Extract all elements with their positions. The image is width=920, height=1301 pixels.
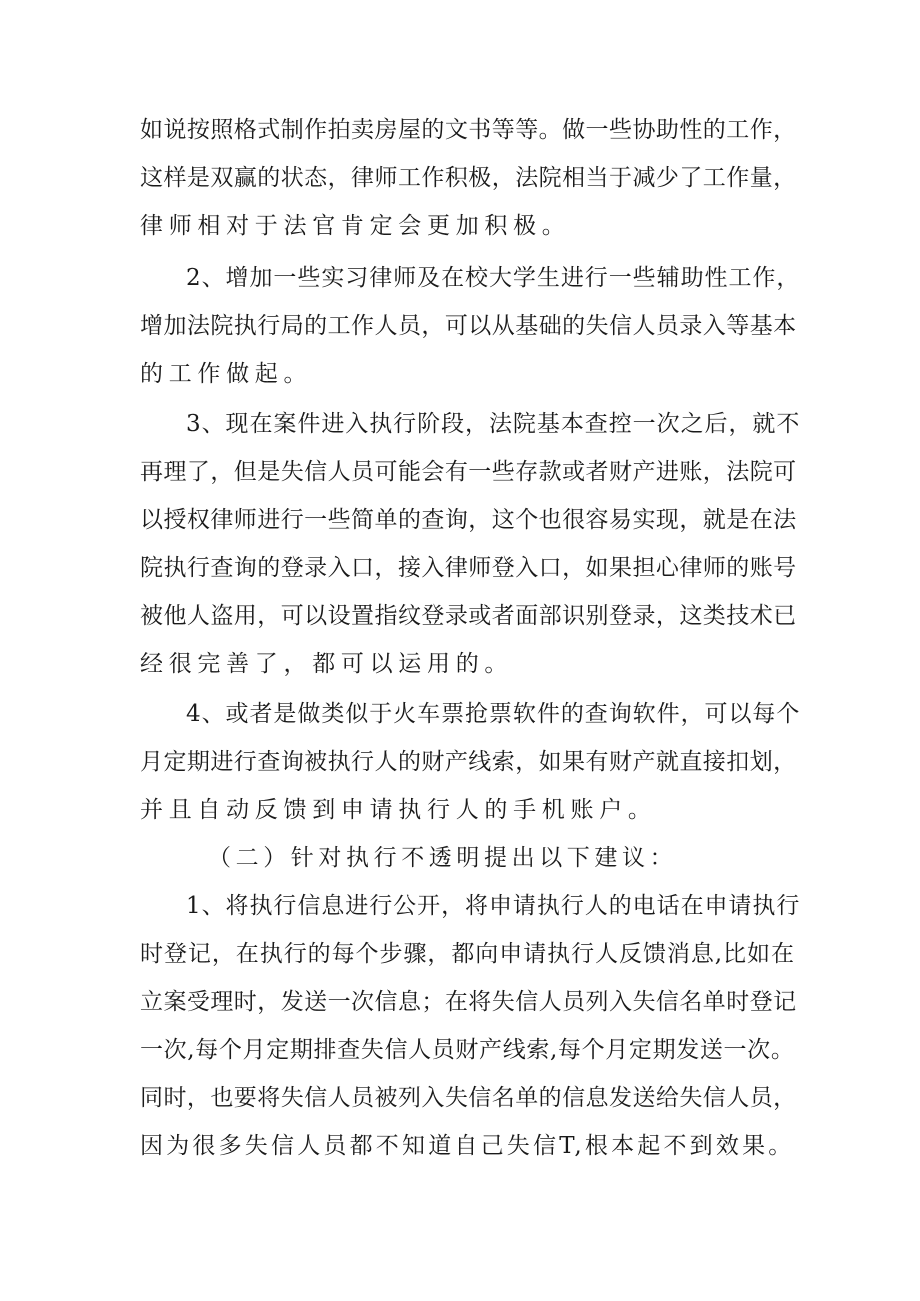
text-line: 月定期进行查询被执行人的财产线索，如果有财产就直接扣划， [140, 749, 797, 775]
text-line: 3、现在案件进入执行阶段，法院基本查控一次之后，就不 [186, 411, 801, 437]
text-line: 的工作做起。 [140, 361, 313, 387]
text-line: 如说按照格式制作拍卖房屋的文书等等。做一些协助性的工作， [140, 117, 797, 143]
text-line: 2、增加一些实习律师及在校大学生进行一些辅助性工作， [186, 265, 801, 291]
text-line: 时登记，在执行的每个步骤，都向申请执行人反馈消息,比如在 [140, 941, 795, 967]
text-line: 立案受理时，发送一次信息；在将失信人员列入失信名单时登记 [140, 989, 797, 1015]
text-line: 以授权律师进行一些简单的查询，这个也很容易实现，就是在法 [140, 507, 797, 533]
section-heading: （二）针对执行不透明提出以下建议： [208, 845, 678, 871]
text-line: 再理了，但是失信人员可能会有一些存款或者财产进账，法院可 [140, 459, 797, 485]
text-line: 4、或者是做类似于火车票抢票软件的查询软件，可以每个 [186, 701, 801, 727]
text-line: 并且自动反馈到申请执行人的手机账户。 [140, 797, 657, 823]
text-line: 1、将执行信息进行公开，将申请执行人的电话在申请执行 [186, 893, 801, 919]
text-line: 因为很多失信人员都不知道自己失信T,根本起不到效果。 [140, 1133, 795, 1159]
text-line: 律师相对于法官肯定会更加积极。 [140, 213, 571, 239]
text-line: 被他人盗用，可以设置指纹登录或者面部识别登录，这类技术已 [140, 603, 797, 629]
text-line: 增加法院执行局的工作人员，可以从基础的失信人员录入等基本 [140, 313, 797, 339]
text-line: 一次,每个月定期排查失信人员财产线索,每个月定期发送一次。 [140, 1037, 795, 1063]
text-line: 经很完善了，都可以运用的。 [140, 651, 514, 677]
text-line: 院执行查询的登录入口，接入律师登入口，如果担心律师的账号 [140, 555, 797, 581]
text-line: 同时，也要将失信人员被列入失信名单的信息发送给失信人员， [140, 1085, 797, 1111]
text-line: 这样是双赢的状态，律师工作积极，法院相当于减少了工作量， [140, 165, 797, 191]
